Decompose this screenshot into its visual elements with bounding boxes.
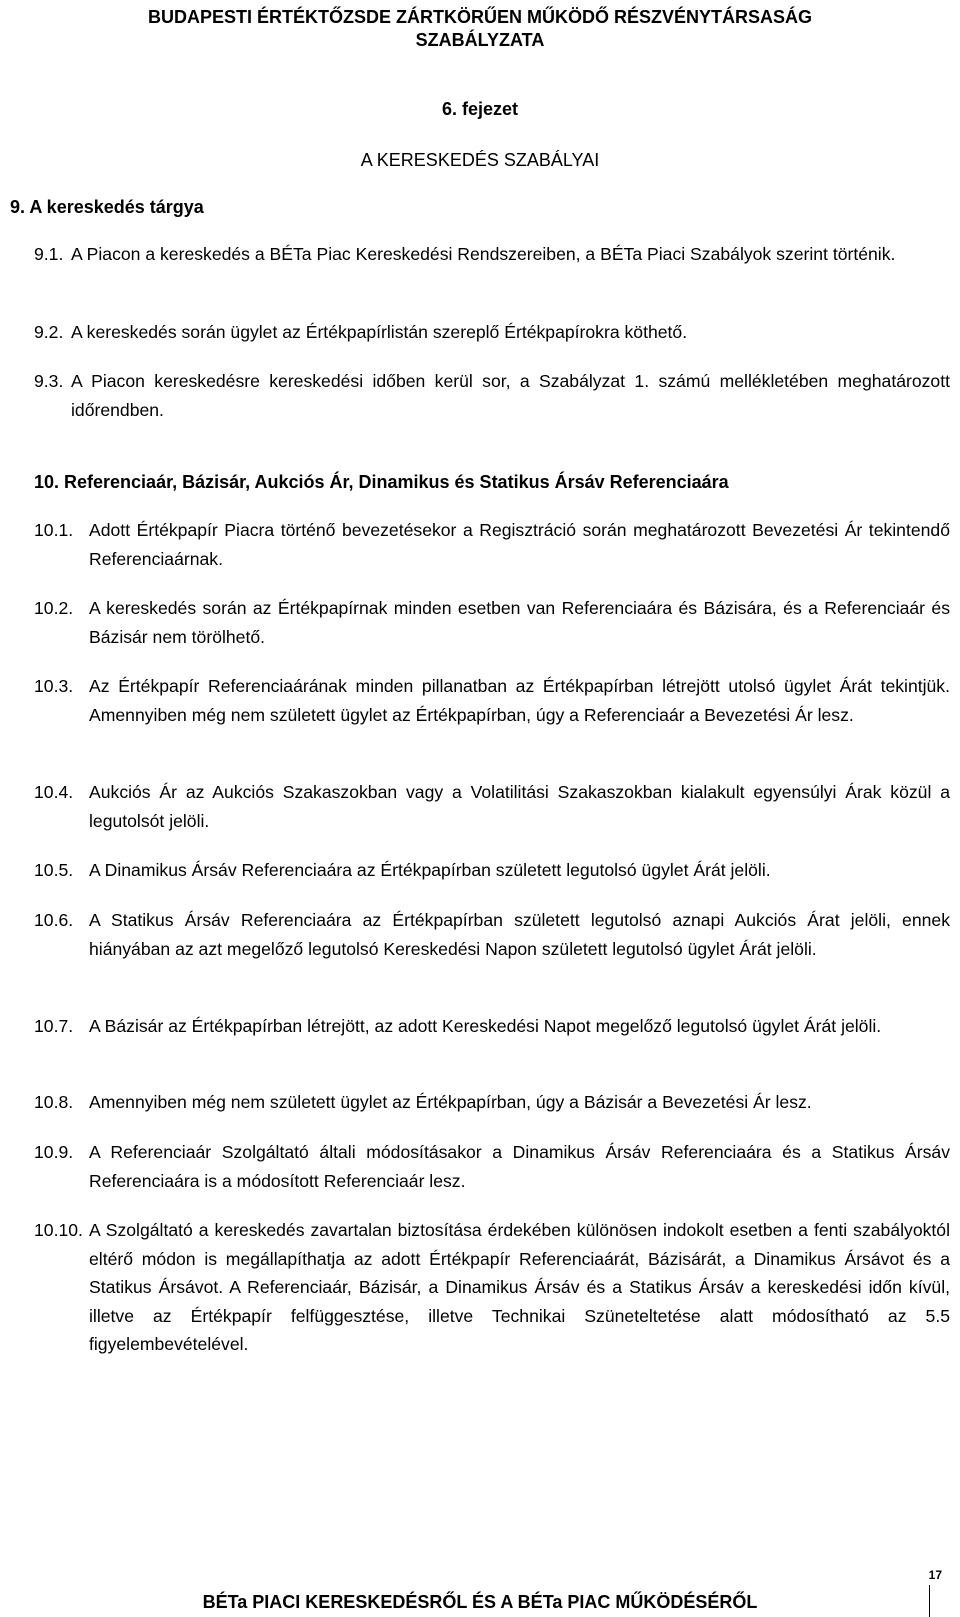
- paragraph-text: A kereskedés során ügylet az Értékpapírlistán szereplő Értékpapírokra köthető.: [71, 322, 688, 342]
- paragraph-number: 10.1.: [34, 520, 74, 540]
- paragraph-10-5: [34, 856, 950, 885]
- paragraph-number: 9.3.: [34, 371, 64, 391]
- footer-divider: [929, 1585, 930, 1617]
- paragraph-10-8: [34, 1088, 950, 1117]
- paragraph-number: 10.8.: [34, 1092, 74, 1112]
- paragraph-text: Adott Értékpapír Piacra történő bevezetésekor a Regisztráció során meghatározott Bevezetési Ár tekintendő Referenciaárnak.: [89, 520, 950, 569]
- paragraph-text: A Piacon kereskedésre kereskedési időben kerül sor, a Szabályzat 1. számú mellékletében meghatározott időrendben.: [71, 371, 950, 420]
- document-footer: BÉTa PIACI KERESKEDÉSRŐL ÉS A BÉTa PIAC MŰKÖDÉSÉRŐL: [202, 1592, 758, 1612]
- paragraph-text: A Piacon a kereskedés a BÉTa Piac Kereskedési Rendszereiben, a BÉTa Piaci Szabályok szerint történik.: [71, 244, 896, 264]
- paragraph-9-2: [34, 318, 950, 347]
- paragraph-number: 10.2.: [34, 598, 74, 618]
- paragraph-10-10: [34, 1216, 950, 1359]
- paragraph-text: A Referenciaár Szolgáltató általi módosításakor a Dinamikus Ársáv Referenciaára és a Statikus Ársáv Referenciaára is a módosított Referenciaár lesz.: [89, 1142, 950, 1191]
- paragraph-10-2: [34, 594, 950, 651]
- section-9-heading: 9. A kereskedés tárgya: [10, 197, 204, 217]
- paragraph-text: A Szolgáltató a kereskedés zavartalan biztosítása érdekében különösen indokolt esetben a fenti szabályoktól eltérő módon is megállapíthatja az adott Értékpapír Referenciaárát, Bázisárát, a Dinamikus Ársávot és a Statikus Ársávot. A Referenciaár, Bázisár, a Dinamikus Ársáv és a Statikus Ársáv a kereskedési időn kívül, illetve az Értékpapír felfüggesztése, illetve Technikai Szüneteltetése alatt módosítható az 5.5 figyelembevételével.: [89, 1220, 950, 1354]
- paragraph-10-7: [34, 1012, 950, 1041]
- section-10-heading: 10. Referenciaár, Bázisár, Aukciós Ár, Dinamikus és Statikus Ársáv Referenciaára: [34, 472, 729, 492]
- page-number: 17: [928, 1568, 942, 1582]
- paragraph-10-3: [34, 672, 950, 729]
- paragraph-number: 9.1.: [34, 244, 64, 264]
- paragraph-10-6: [34, 906, 950, 963]
- header-line-1: BUDAPESTI ÉRTÉKTŐZSDE ZÁRTKÖRŰEN MŰKÖDŐ RÉSZVÉNYTÁRSASÁG: [147, 7, 813, 27]
- paragraph-10-4: [34, 778, 950, 835]
- paragraph-number: 10.6.: [34, 910, 74, 930]
- paragraph-9-3: [34, 367, 950, 424]
- paragraph-number: 10.5.: [34, 860, 74, 880]
- paragraph-number: 10.7.: [34, 1016, 74, 1036]
- paragraph-text: A Bázisár az Értékpapírban létrejött, az adott Kereskedési Napot megelőző legutolsó ügylet Árát jelöli.: [89, 1016, 882, 1036]
- paragraph-text: A kereskedés során az Értékpapírnak minden esetben van Referenciaára és Bázisára, és a Referenciaár és Bázisár nem törölhető.: [89, 598, 950, 647]
- paragraph-10-1: [34, 516, 950, 573]
- paragraph-text: A Statikus Ársáv Referenciaára az Értékpapírban született legutolsó aznapi Aukciós Árat jelöli, ennek hiányában az azt megelőző legutolsó Kereskedési Napon született legutolsó ügylet Árát jelöli.: [89, 910, 950, 959]
- paragraph-number: 10.3.: [34, 676, 74, 696]
- chapter-number: 6. fejezet: [441, 99, 519, 119]
- paragraph-number: 10.10.: [34, 1220, 83, 1240]
- paragraph-text: Amennyiben még nem született ügylet az Értékpapírban, úgy a Bázisár a Bevezetési Ár lesz.: [89, 1092, 812, 1112]
- header-line-2: SZABÁLYZATA: [415, 30, 545, 50]
- paragraph-number: 9.2.: [34, 322, 64, 342]
- paragraph-9-1: [34, 240, 950, 269]
- chapter-title: A KERESKEDÉS SZABÁLYAI: [360, 150, 600, 170]
- paragraph-text: A Dinamikus Ársáv Referenciaára az Értékpapírban született legutolsó ügylet Árát jelöli.: [89, 860, 771, 880]
- paragraph-number: 10.9.: [34, 1142, 74, 1162]
- paragraph-10-9: [34, 1138, 950, 1195]
- paragraph-text: Aukciós Ár az Aukciós Szakaszokban vagy a Volatilitási Szakaszokban kialakult egyensúlyi Árak közül a legutolsót jelöli.: [89, 782, 950, 831]
- paragraph-text: Az Értékpapír Referenciaárának minden pillanatban az Értékpapírban létrejött utolsó ügylet Árát tekintjük. Amennyiben még nem született ügylet az Értékpapírban, úgy a Referenciaár a Bevezetési Ár lesz.: [89, 676, 950, 725]
- paragraph-number: 10.4.: [34, 782, 74, 802]
- document-header: [0, 6, 960, 52]
